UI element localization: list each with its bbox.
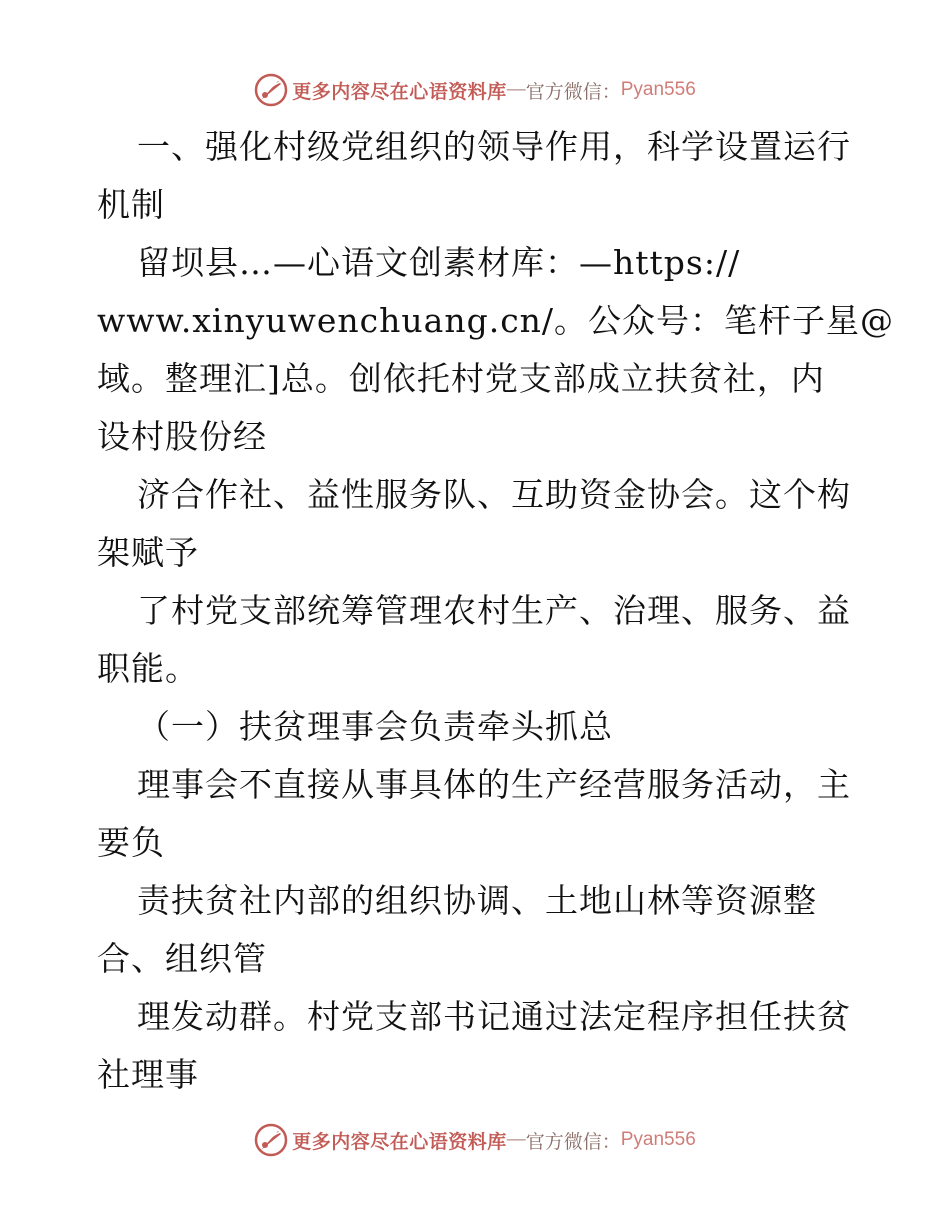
text-line: www.xinyuwenchuang.cn/。公众号：笔杆子星@ [97, 301, 895, 340]
text-line: 了村党支部统筹管理农村生产、治理、服务、益 [137, 591, 851, 630]
text-line: 留坝县…—心语文创素材库：—https:// [137, 243, 741, 282]
header-banner [0, 70, 950, 110]
text-line: 架赋予 [97, 533, 199, 572]
footer-wechat-id: Pyan556 [620, 1129, 696, 1150]
text-line: 域。整理汇]总。创依托村党支部成立扶贫社，内 [97, 359, 825, 398]
quill-logo-icon [254, 1123, 288, 1157]
text-line: 济合作社、益性服务队、互助资金协会。这个构 [137, 475, 851, 514]
text-line: 社理事 [97, 1055, 199, 1094]
text-line: 机制 [97, 185, 165, 224]
text-line: 合、组织管 [97, 939, 267, 978]
header-separator: — [506, 79, 526, 100]
subsection-heading: （一）扶贫理事会负责牵头抓总 [137, 707, 613, 746]
footer-wechat-label: 官方微信： [525, 1131, 621, 1153]
header-wechat-id: Pyan556 [620, 79, 696, 100]
text-line: 理发动群。村党支部书记通过法定程序担任扶贫 [137, 997, 851, 1036]
text-line: 职能。 [97, 649, 199, 688]
section-heading: 一、强化村级党组织的领导作用，科学设置运行 [137, 127, 851, 166]
header-wechat-label: 官方微信： [525, 81, 621, 103]
footer-separator: — [506, 1129, 526, 1150]
text-line: 责扶贫社内部的组织协调、土地山林等资源整 [137, 881, 817, 920]
text-line: 设村股份经 [97, 417, 267, 456]
text-line: 要负 [97, 823, 165, 862]
footer-brand-text: 更多内容尽在心语资料库 [292, 1130, 507, 1153]
document-body [97, 118, 895, 1104]
quill-logo-icon [254, 73, 288, 107]
header-brand-text: 更多内容尽在心语资料库 [292, 80, 507, 103]
text-line: 理事会不直接从事具体的生产经营服务活动，主 [137, 765, 851, 804]
footer-banner [0, 1120, 950, 1160]
